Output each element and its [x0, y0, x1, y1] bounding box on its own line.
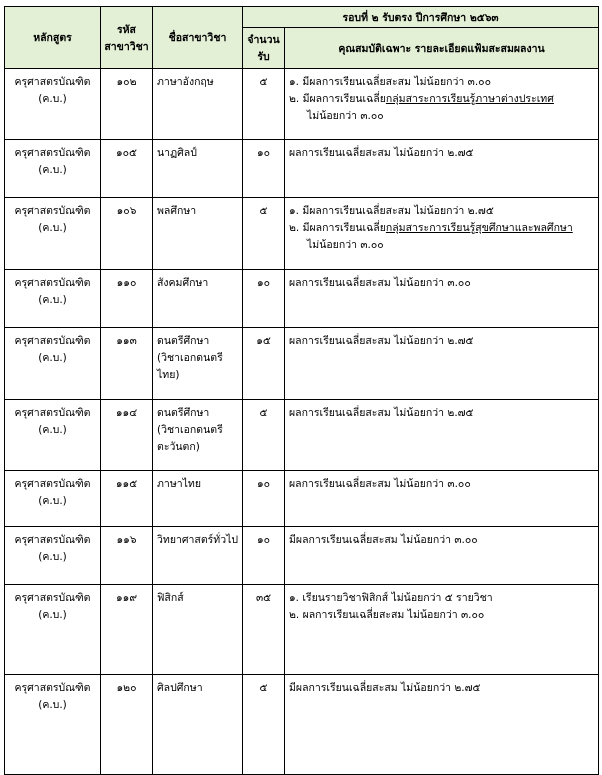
- major-code: ๑๒๐: [101, 675, 153, 775]
- course-cell: [5, 69, 101, 140]
- major-name-line: ฟิสิกส์: [157, 592, 184, 604]
- header-count: [243, 28, 285, 69]
- table-row: [5, 400, 599, 471]
- criteria-cell: [285, 527, 599, 585]
- quota-count: ๓๕: [243, 585, 285, 675]
- major-name-cell: [153, 198, 243, 270]
- criteria-subject-group: กลุ่มสาระการเรียนรู้ภาษาต่างประเทศ: [385, 93, 554, 105]
- header-major: ชื่อสาขาวิชา: [153, 7, 243, 69]
- criteria-line: [289, 607, 594, 624]
- course-abbrev: (ค.บ.): [38, 294, 67, 306]
- criteria-line: [289, 532, 594, 549]
- course-abbrev: (ค.บ.): [38, 93, 67, 105]
- quota-count: ๑๐: [243, 140, 285, 198]
- header-code-line1: รหัส: [117, 23, 136, 36]
- major-name-cell: [153, 527, 243, 585]
- major-name-cell: [153, 400, 243, 471]
- criteria-text: มีผลการเรียนเฉลี่ยสะสม ไม่น้อยกว่า ๓.๐๐: [289, 534, 478, 546]
- criteria-cell: [285, 198, 599, 270]
- course-name: ครุศาสตรบัณฑิต: [14, 147, 91, 159]
- major-name-line: ดนตรีศึกษา: [157, 407, 210, 419]
- criteria-cell: [285, 675, 599, 775]
- major-name-cell: [153, 270, 243, 328]
- header-count-line1: จำนวน: [247, 34, 280, 46]
- major-code: ๑๑๕: [101, 471, 153, 527]
- criteria-text: ๑. เรียนรายวิชาฟิสิกส์ ไม่น้อยกว่า ๕ รายวิชา: [289, 592, 493, 604]
- header-code-line2: สาขาวิชา: [104, 40, 149, 53]
- quota-count: ๕: [243, 400, 285, 471]
- major-name-line: นาฏศิลป์: [157, 147, 197, 159]
- major-code: ๑๐๕: [101, 140, 153, 198]
- criteria-text: ไม่น้อยกว่า ๓.๐๐: [307, 110, 384, 122]
- course-abbrev: (ค.บ.): [38, 352, 67, 364]
- course-cell: [5, 328, 101, 400]
- table-row: [5, 198, 599, 270]
- criteria-line: [289, 220, 594, 237]
- criteria-text: ผลการเรียนเฉลี่ยสะสม ไม่น้อยกว่า ๓.๐๐: [289, 277, 471, 289]
- criteria-line: [289, 91, 594, 108]
- quota-count: ๕: [243, 69, 285, 140]
- criteria-text: ผลการเรียนเฉลี่ยสะสม ไม่น้อยกว่า ๒.๗๕: [289, 147, 474, 159]
- criteria-line: [289, 145, 594, 162]
- criteria-text: มีผลการเรียนเฉลี่ยสะสม ไม่น้อยกว่า ๒.๗๕: [289, 682, 481, 694]
- header-course: หลักสูตร: [5, 7, 101, 69]
- table-row: [5, 69, 599, 140]
- table-row: [5, 471, 599, 527]
- major-name-line: (วิชาเอกดนตรี: [157, 424, 223, 436]
- criteria-line: [289, 680, 594, 697]
- criteria-line: [289, 405, 594, 422]
- table-row: [5, 140, 599, 198]
- table-row: [5, 585, 599, 675]
- major-name-line: ไทย): [157, 369, 180, 381]
- major-name-line: พลศึกษา: [157, 205, 197, 217]
- major-name-line: วิทยาศาสตร์ทั่วไป: [157, 534, 239, 546]
- criteria-cell: [285, 328, 599, 400]
- quota-count: ๑๕: [243, 328, 285, 400]
- course-name: ครุศาสตรบัณฑิต: [14, 682, 91, 694]
- header-count-line2: รับ: [257, 51, 270, 63]
- major-name-line: สังคมศึกษา: [157, 277, 209, 289]
- course-abbrev: (ค.บ.): [38, 699, 67, 711]
- course-abbrev: (ค.บ.): [38, 609, 67, 621]
- criteria-line: [289, 333, 594, 350]
- major-name-cell: [153, 140, 243, 198]
- criteria-text: ไม่น้อยกว่า ๓.๐๐: [307, 239, 384, 251]
- quota-count: ๑๐: [243, 270, 285, 328]
- course-abbrev: (ค.บ.): [38, 164, 67, 176]
- criteria-line: [289, 108, 594, 125]
- table-body: [5, 69, 599, 775]
- course-name: ครุศาสตรบัณฑิต: [14, 335, 91, 347]
- course-cell: [5, 675, 101, 775]
- major-name-cell: [153, 471, 243, 527]
- criteria-text: ๒. ผลการเรียนเฉลี่ยสะสม ไม่น้อยกว่า ๓.๐๐: [289, 609, 485, 621]
- major-name-cell: [153, 328, 243, 400]
- course-abbrev: (ค.บ.): [38, 495, 67, 507]
- course-name: ครุศาสตรบัณฑิต: [14, 592, 91, 604]
- header-code: [101, 7, 153, 69]
- criteria-cell: [285, 140, 599, 198]
- major-code: ๑๑๐: [101, 270, 153, 328]
- course-cell: [5, 400, 101, 471]
- criteria-line: [289, 237, 594, 254]
- quota-count: ๑๐: [243, 527, 285, 585]
- criteria-text: ๒. มีผลการเรียนเฉลี่ย: [289, 93, 386, 105]
- course-name: ครุศาสตรบัณฑิต: [14, 534, 91, 546]
- major-code: ๑๑๓: [101, 328, 153, 400]
- criteria-line: [289, 476, 594, 493]
- course-cell: [5, 140, 101, 198]
- major-name-cell: [153, 69, 243, 140]
- quota-count: ๕: [243, 675, 285, 775]
- course-abbrev: (ค.บ.): [38, 222, 67, 234]
- major-name-cell: [153, 675, 243, 775]
- criteria-line: [289, 275, 594, 292]
- table-row: [5, 527, 599, 585]
- table-row: [5, 675, 599, 775]
- admission-table: [4, 6, 599, 775]
- course-cell: [5, 585, 101, 675]
- major-code: ๑๑๙: [101, 585, 153, 675]
- criteria-subject-group: กลุ่มสาระการเรียนรู้สุขศึกษาและพลศึกษา: [385, 222, 573, 234]
- course-cell: [5, 270, 101, 328]
- course-name: ครุศาสตรบัณฑิต: [14, 76, 91, 88]
- criteria-text: ๑. มีผลการเรียนเฉลี่ยสะสม ไม่น้อยกว่า ๓.๐๐: [289, 76, 492, 88]
- course-cell: [5, 471, 101, 527]
- course-name: ครุศาสตรบัณฑิต: [14, 478, 91, 490]
- major-name-line: (วิชาเอกดนตรี: [157, 352, 223, 364]
- major-name-line: ตะวันตก): [157, 441, 200, 453]
- major-code: ๑๐๖: [101, 198, 153, 270]
- major-name-line: ภาษาอังกฤษ: [157, 76, 214, 88]
- major-name-cell: [153, 585, 243, 675]
- course-name: ครุศาสตรบัณฑิต: [14, 407, 91, 419]
- criteria-cell: [285, 69, 599, 140]
- criteria-cell: [285, 270, 599, 328]
- major-name-line: ดนตรีศึกษา: [157, 335, 210, 347]
- quota-count: ๕: [243, 198, 285, 270]
- course-abbrev: (ค.บ.): [38, 424, 67, 436]
- course-cell: [5, 527, 101, 585]
- table-row: [5, 328, 599, 400]
- criteria-line: [289, 74, 594, 91]
- criteria-text: ๒. มีผลการเรียนเฉลี่ย: [289, 222, 386, 234]
- major-name-line: ภาษาไทย: [157, 478, 201, 490]
- course-cell: [5, 198, 101, 270]
- criteria-line: [289, 203, 594, 220]
- course-abbrev: (ค.บ.): [38, 551, 67, 563]
- criteria-text: ผลการเรียนเฉลี่ยสะสม ไม่น้อยกว่า ๒.๗๕: [289, 407, 474, 419]
- criteria-line: [289, 590, 594, 607]
- header-criteria: คุณสมบัติเฉพาะ รายละเอียดแฟ้มสะสมผลงาน: [285, 28, 599, 69]
- major-code: ๑๑๔: [101, 400, 153, 471]
- criteria-text: ผลการเรียนเฉลี่ยสะสม ไม่น้อยกว่า ๓.๐๐: [289, 478, 471, 490]
- criteria-cell: [285, 585, 599, 675]
- major-code: ๑๐๒: [101, 69, 153, 140]
- quota-count: ๑๐: [243, 471, 285, 527]
- table-row: [5, 270, 599, 328]
- header-round: รอบที่ ๒ รับตรง ปีการศึกษา ๒๕๖๓: [243, 7, 599, 28]
- criteria-text: ผลการเรียนเฉลี่ยสะสม ไม่น้อยกว่า ๒.๗๕: [289, 335, 474, 347]
- major-name-line: ศิลปศึกษา: [157, 682, 203, 694]
- course-name: ครุศาสตรบัณฑิต: [14, 277, 91, 289]
- course-name: ครุศาสตรบัณฑิต: [14, 205, 91, 217]
- major-code: ๑๑๖: [101, 527, 153, 585]
- criteria-text: ๑. มีผลการเรียนเฉลี่ยสะสม ไม่น้อยกว่า ๒.๗๕: [289, 205, 494, 217]
- criteria-cell: [285, 471, 599, 527]
- criteria-cell: [285, 400, 599, 471]
